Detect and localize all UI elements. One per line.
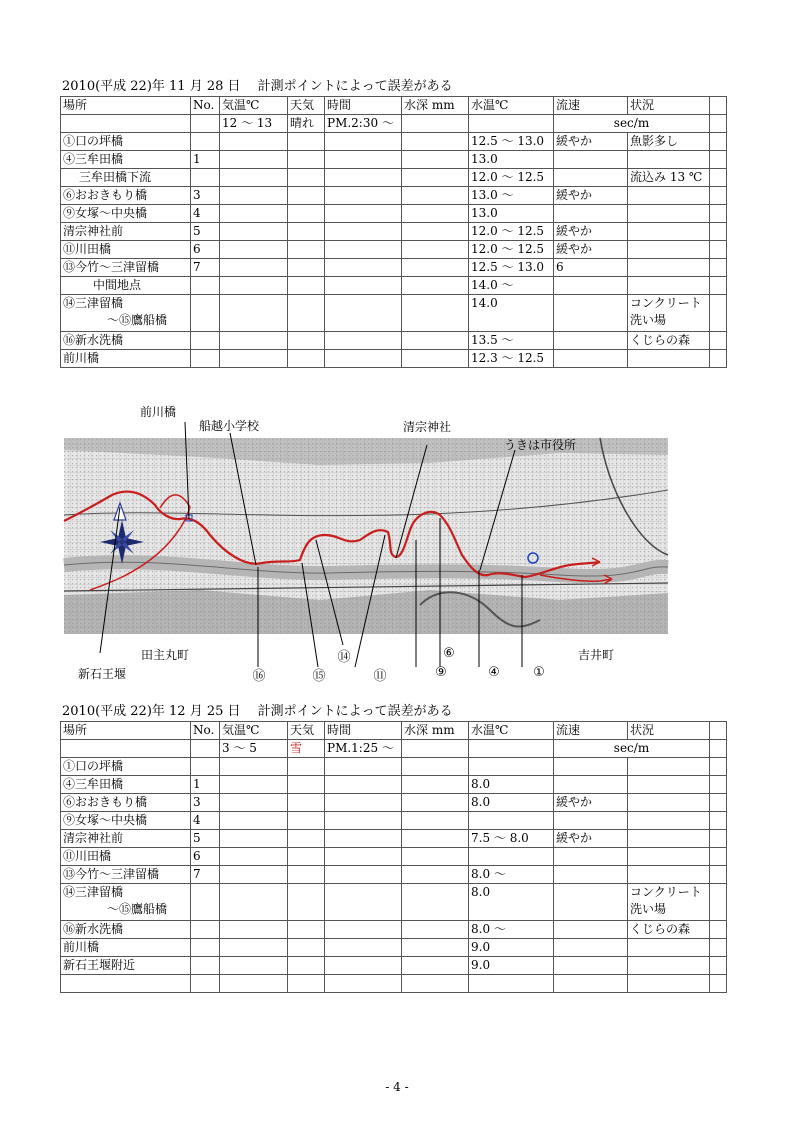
col-header-speed: 流速: [554, 97, 628, 115]
status-cell: [628, 350, 710, 368]
no-cell: 1: [191, 776, 220, 794]
col-header-water-temp: 水温℃: [469, 722, 554, 740]
status-cell: [628, 758, 710, 776]
water-temp-cell: 13.0: [469, 151, 554, 169]
weather-value: 晴れ: [288, 115, 325, 133]
speed-cell: [554, 169, 628, 187]
speed-cell: 緩やか: [554, 133, 628, 151]
speed-cell: [554, 939, 628, 957]
speed-cell: 緩やか: [554, 241, 628, 259]
time-value: PM.2:30 ～: [325, 115, 402, 133]
no-cell: 5: [191, 223, 220, 241]
no-cell: 6: [191, 241, 220, 259]
water-temp-cell: 12.0 ～ 12.5: [469, 241, 554, 259]
water-temp-cell: [469, 758, 554, 776]
speed-cell: [554, 957, 628, 975]
speed-cell: [554, 812, 628, 830]
speed-cell: [554, 776, 628, 794]
no-cell: [191, 921, 220, 939]
speed-cell: [554, 295, 628, 332]
water-temp-cell: 8.0: [469, 776, 554, 794]
col-header-weather: 天気: [288, 97, 325, 115]
no-cell: [191, 939, 220, 957]
no-cell: 1: [191, 151, 220, 169]
place-cell: ⑥おおきもり橋: [61, 187, 191, 205]
water-temp-cell: 7.5 ～ 8.0: [469, 830, 554, 848]
status-cell: [628, 830, 710, 848]
water-temp-cell: 13.5 ～: [469, 332, 554, 350]
river-map: [0, 395, 794, 695]
status-cell: [628, 277, 710, 295]
point-marker: ⑥: [443, 646, 455, 661]
place-cell: ⑨女塚～中央橋: [61, 812, 191, 830]
status-cell: 魚影多し: [628, 133, 710, 151]
water-temp-cell: 12.3 ～ 12.5: [469, 350, 554, 368]
water-temp-cell: 12.5 ～ 13.0: [469, 259, 554, 277]
col-header-weather: 天気: [288, 722, 325, 740]
table-row: [61, 277, 727, 295]
speed-cell: [554, 975, 628, 993]
speed-cell: 緩やか: [554, 830, 628, 848]
no-cell: [191, 758, 220, 776]
water-temp-cell: 13.0: [469, 205, 554, 223]
water-temp-cell: [469, 848, 554, 866]
no-cell: [191, 975, 220, 993]
point-marker: ④: [488, 665, 500, 680]
speed-cell: [554, 848, 628, 866]
section1-heading: 2010(平成 22)年 11 月 28 日 計測ポイントによって誤差がある: [62, 79, 453, 94]
table-row: [61, 848, 727, 866]
speed-cell: [554, 350, 628, 368]
no-cell: 7: [191, 259, 220, 277]
no-cell: 5: [191, 830, 220, 848]
water-temp-cell: 12.0 ～ 12.5: [469, 223, 554, 241]
table-row: [61, 758, 727, 776]
table-row: [61, 939, 727, 957]
col-header-no: No.: [191, 97, 220, 115]
col-header-status: 状況: [628, 722, 710, 740]
speed-cell: [554, 332, 628, 350]
speed-cell: 緩やか: [554, 794, 628, 812]
no-cell: [191, 295, 220, 332]
col-header-place: 場所: [61, 722, 191, 740]
map-label-tanushimaru: 田主丸町: [141, 648, 190, 662]
table-row: [61, 295, 727, 332]
table-row: [61, 866, 727, 884]
place-cell: ①口の坪橋: [61, 758, 191, 776]
table-row: [61, 151, 727, 169]
no-cell: [191, 332, 220, 350]
place-cell: 新石王堰附近: [61, 957, 191, 975]
table-row: [61, 187, 727, 205]
col-header-depth: 水深 mm: [402, 722, 469, 740]
place-cell: 中間地点: [61, 277, 191, 295]
place-cell: ⑬今竹～三津留橋: [61, 866, 191, 884]
status-cell: [628, 187, 710, 205]
measurement-table-dec: [60, 721, 727, 993]
status-cell: [628, 259, 710, 277]
time-value: PM.1:25 ～: [325, 740, 402, 758]
table-row: [61, 169, 727, 187]
table-row: [61, 223, 727, 241]
water-temp-cell: 8.0: [469, 884, 554, 921]
place-cell: 清宗神社前: [61, 223, 191, 241]
place-cell: 前川橋: [61, 350, 191, 368]
place-cell: ④三牟田橋: [61, 151, 191, 169]
speed-cell: [554, 866, 628, 884]
header-row: [61, 722, 727, 740]
water-temp-cell: [469, 975, 554, 993]
place-cell: ⑥おおきもり橋: [61, 794, 191, 812]
header-row: [61, 97, 727, 115]
no-cell: 4: [191, 812, 220, 830]
table-row: [61, 350, 727, 368]
map-label-yoshii: 吉井町: [578, 648, 615, 662]
status-cell: [628, 957, 710, 975]
place-cell: ⑪川田橋: [61, 241, 191, 259]
status-cell: [628, 776, 710, 794]
speed-cell: [554, 758, 628, 776]
col-header-speed: 流速: [554, 722, 628, 740]
point-marker: ⑪: [373, 669, 387, 684]
place-cell: ⑨女塚～中央橋: [61, 205, 191, 223]
place-cell: ④三牟田橋: [61, 776, 191, 794]
no-cell: 3: [191, 794, 220, 812]
no-cell: [191, 169, 220, 187]
place-cell: 三牟田橋下流: [61, 169, 191, 187]
no-cell: 7: [191, 866, 220, 884]
status-cell: [628, 223, 710, 241]
status-cell: コンクリート 洗い場: [628, 295, 710, 332]
water-temp-cell: 8.0 ～: [469, 866, 554, 884]
speed-unit: sec/m: [554, 115, 710, 133]
conditions-row: [61, 740, 727, 758]
air-temp-value: 12 ～ 13: [220, 115, 288, 133]
table-row: [61, 241, 727, 259]
weather-value: 雪: [288, 740, 325, 758]
section2-heading: 2010(平成 22)年 12 月 25 日 計測ポイントによって誤差がある: [62, 704, 453, 719]
status-cell: [628, 794, 710, 812]
map-label-kiyomune-shrine: 清宗神社: [403, 420, 452, 434]
point-marker: ⑨: [435, 665, 447, 680]
status-cell: [628, 241, 710, 259]
water-temp-cell: [469, 812, 554, 830]
speed-cell: 6: [554, 259, 628, 277]
water-temp-cell: 8.0: [469, 794, 554, 812]
status-cell: [628, 151, 710, 169]
speed-cell: 緩やか: [554, 223, 628, 241]
table-row: [61, 794, 727, 812]
no-cell: [191, 884, 220, 921]
point-marker: ⑮: [312, 669, 326, 684]
speed-cell: [554, 884, 628, 921]
water-temp-cell: 8.0 ～: [469, 921, 554, 939]
place-cell: ⑭三津留橋 ～⑮鷹船橋: [61, 884, 191, 921]
col-header-status: 状況: [628, 97, 710, 115]
no-cell: [191, 277, 220, 295]
speed-unit: sec/m: [554, 740, 710, 758]
status-cell: くじらの森: [628, 332, 710, 350]
status-cell: [628, 939, 710, 957]
speed-cell: [554, 277, 628, 295]
status-cell: [628, 866, 710, 884]
speed-cell: [554, 921, 628, 939]
water-temp-cell: 14.0 ～: [469, 277, 554, 295]
table-row: [61, 812, 727, 830]
water-temp-cell: 13.0 ～: [469, 187, 554, 205]
map-label-maekawa-bridge: 前川橋: [140, 405, 177, 419]
status-cell: [628, 205, 710, 223]
table-row: [61, 205, 727, 223]
water-temp-cell: 9.0: [469, 957, 554, 975]
place-cell: ⑭三津留橋 ～⑮鷹船橋: [61, 295, 191, 332]
table-row: [61, 921, 727, 939]
place-cell: ⑪川田橋: [61, 848, 191, 866]
table-row: [61, 133, 727, 151]
table-row: [61, 957, 727, 975]
no-cell: 4: [191, 205, 220, 223]
map-label-shinishi-weir: 新石王堰: [78, 667, 127, 681]
water-temp-cell: 14.0: [469, 295, 554, 332]
table-row: [61, 259, 727, 277]
map-label-funakoshi-school: 船越小学校: [199, 419, 260, 433]
col-header-air-temp: 気温℃: [220, 97, 288, 115]
water-temp-cell: 12.0 ～ 12.5: [469, 169, 554, 187]
status-cell: くじらの森: [628, 921, 710, 939]
place-cell: ⑯新水洗橋: [61, 921, 191, 939]
page-number: - 4 -: [385, 1080, 409, 1094]
no-cell: 3: [191, 187, 220, 205]
place-cell: 清宗神社前: [61, 830, 191, 848]
table-row: [61, 332, 727, 350]
table-row: [61, 776, 727, 794]
place-cell: [61, 975, 191, 993]
point-marker: ⑯: [252, 669, 266, 684]
map-label-ukiha-city-hall: うきは市役所: [504, 438, 577, 452]
map-graphic: [0, 395, 794, 695]
col-header-time: 時間: [325, 722, 402, 740]
place-cell: ①口の坪橋: [61, 133, 191, 151]
status-cell: [628, 812, 710, 830]
measurement-table-nov: [60, 96, 727, 368]
conditions-row: [61, 115, 727, 133]
speed-cell: [554, 205, 628, 223]
place-cell: ⑯新水洗橋: [61, 332, 191, 350]
col-header-place: 場所: [61, 97, 191, 115]
point-marker: ⑭: [337, 650, 351, 665]
table-row: [61, 830, 727, 848]
air-temp-value: 3 ～ 5: [220, 740, 288, 758]
place-cell: ⑬今竹～三津留橋: [61, 259, 191, 277]
no-cell: [191, 957, 220, 975]
speed-cell: 緩やか: [554, 187, 628, 205]
status-cell: 流込み 13 ℃: [628, 169, 710, 187]
water-temp-cell: 9.0: [469, 939, 554, 957]
table-row: [61, 975, 727, 993]
col-header-depth: 水深 mm: [402, 97, 469, 115]
col-header-water-temp: 水温℃: [469, 97, 554, 115]
col-header-time: 時間: [325, 97, 402, 115]
water-temp-cell: 12.5 ～ 13.0: [469, 133, 554, 151]
status-cell: [628, 848, 710, 866]
status-cell: [628, 975, 710, 993]
no-cell: [191, 350, 220, 368]
col-header-no: No.: [191, 722, 220, 740]
point-marker: ①: [533, 665, 545, 680]
speed-cell: [554, 151, 628, 169]
table-row: [61, 884, 727, 921]
col-header-air-temp: 気温℃: [220, 722, 288, 740]
place-cell: 前川橋: [61, 939, 191, 957]
no-cell: 6: [191, 848, 220, 866]
no-cell: [191, 133, 220, 151]
status-cell: コンクリート 洗い場: [628, 884, 710, 921]
